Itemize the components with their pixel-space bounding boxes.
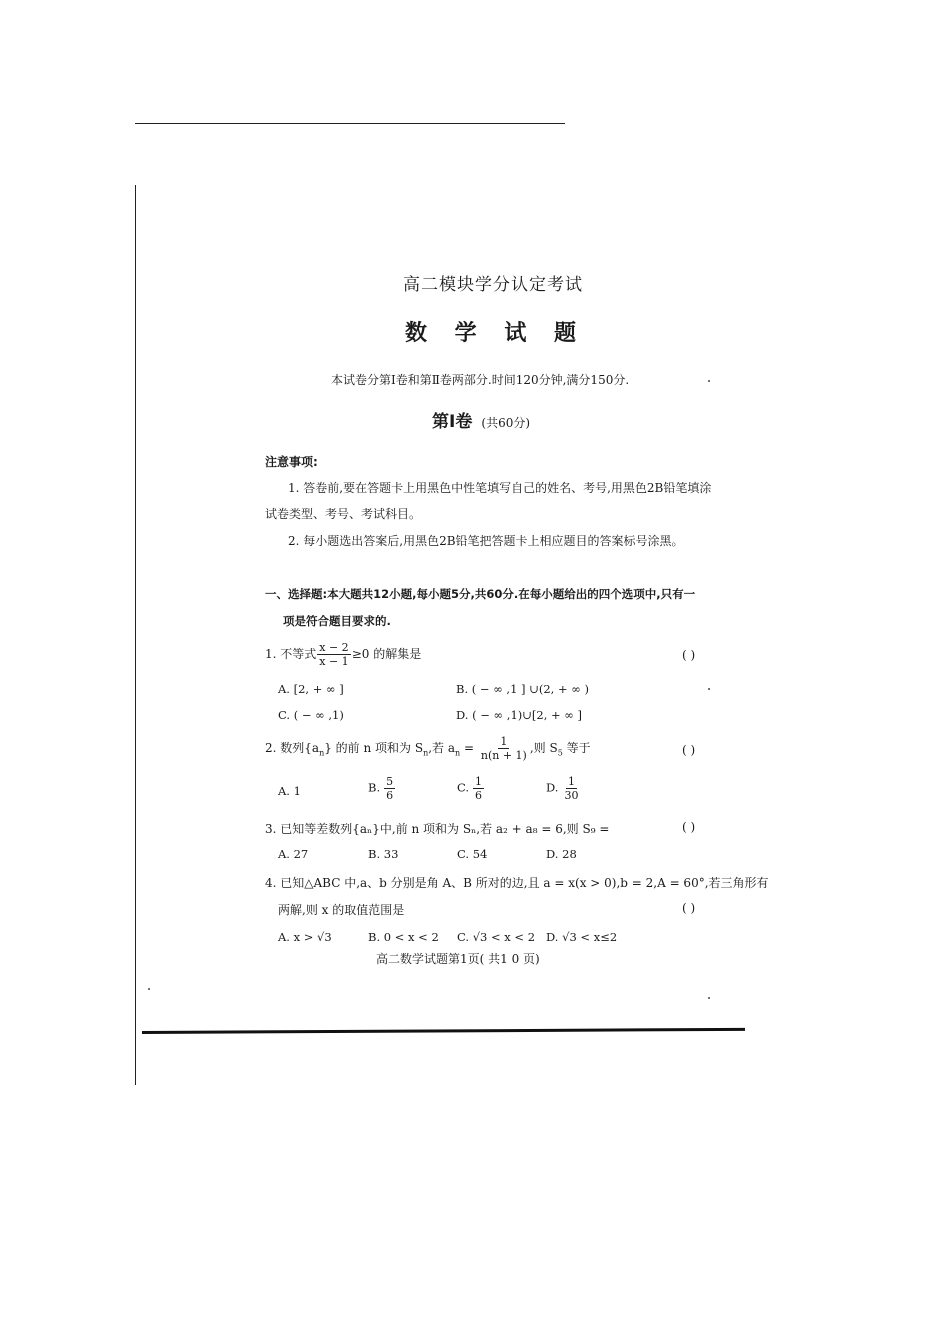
q1-option-b: B. ( − ∞ ,1 ] ∪(2, + ∞ )	[456, 682, 589, 696]
q4-option-c: C. √3 < x < 2	[457, 930, 536, 944]
subject-title: 数 学 试 题	[405, 321, 586, 346]
scan-speck	[708, 997, 710, 999]
q2-suffix2: 等于	[562, 741, 591, 755]
q3-option-b: B. 33	[368, 847, 399, 861]
q2-b-label: B.	[368, 780, 381, 795]
q2-answer-paren: ( )	[682, 743, 696, 757]
q2-sub: n	[423, 748, 429, 758]
q2-sub: 5	[557, 748, 563, 758]
question-1-stem	[265, 642, 421, 667]
q1-fraction	[317, 642, 350, 667]
q2-b-num: 5	[386, 775, 394, 788]
q2-c-fraction	[473, 776, 484, 801]
q2-c-num: 1	[475, 775, 483, 788]
q3-answer-paren: ( )	[682, 820, 696, 834]
q2-option-c	[457, 776, 485, 801]
section-1-heading: 一、选择题:本大题共12小题,每小题5分,共60分.在每小题给出的四个选项中,只有一	[265, 587, 696, 601]
q2-d-fraction	[562, 776, 580, 801]
scan-speck	[148, 988, 150, 990]
notice-item-1: 1. 答卷前,要在答题卡上用黑色中性笔填写自己的姓名、考号,用黑色2B铅笔填涂	[288, 481, 712, 495]
top-rule	[135, 123, 565, 124]
q3-option-c: C. 54	[457, 847, 488, 861]
q3-option-d: D. 28	[546, 847, 577, 861]
q4-option-a: A. x > √3	[278, 930, 332, 944]
scan-speck	[708, 380, 710, 382]
q2-suffix: ,则 S	[529, 741, 558, 755]
q2-d-den: 30	[564, 789, 579, 802]
q4-option-b: B. 0 < x < 2	[368, 930, 439, 944]
q2-frac-num: 1	[500, 735, 508, 748]
q2-sub: n	[455, 748, 461, 758]
q1-option-c: C. ( − ∞ ,1)	[278, 708, 344, 722]
q2-option-a: A. 1	[278, 784, 301, 798]
q2-d-label: D.	[546, 780, 559, 795]
section-1-heading-cont: 项是符合题目要求的.	[283, 614, 391, 628]
q1-prefix: 1. 不等式	[265, 647, 317, 661]
q4-answer-paren: ( )	[682, 901, 696, 915]
q4-option-d: D. √3 < x≤2	[546, 930, 618, 944]
question-3-stem: 3. 已知等差数列{aₙ}中,前 n 项和为 Sₙ,若 a₂ + a₈ = 6,则 S₉ =	[265, 822, 610, 836]
q3-option-a: A. 27	[278, 847, 309, 861]
question-4-stem: 4. 已知△ABC 中,a、b 分别是角 A、B 所对的边,且 a = x(x > 0),b = 2,A = 60°,若三角形有	[265, 876, 769, 890]
q2-mid2: ,若 a	[428, 741, 456, 755]
volume-score: (共60分)	[481, 416, 531, 430]
q1-frac-den: x − 1	[319, 655, 349, 668]
q1-suffix: ≥0 的解集是	[351, 647, 422, 661]
bottom-rule	[142, 1028, 745, 1034]
q1-option-d: D. ( − ∞ ,1)∪[2, + ∞ ]	[456, 708, 583, 722]
notice-heading: 注意事项:	[265, 455, 318, 469]
q2-fraction	[479, 736, 529, 761]
q2-mid: } 的前 n 项和为 S	[324, 741, 424, 755]
volume-title: 第Ⅰ卷	[432, 412, 473, 432]
notice-item-1-cont: 试卷类型、考号、考试科目。	[265, 507, 422, 521]
q2-b-fraction	[384, 776, 395, 801]
left-margin-rule	[135, 185, 136, 1085]
q2-d-num: 1	[567, 775, 575, 788]
q2-option-d	[546, 776, 581, 801]
q1-option-a: A. [2, + ∞ ]	[278, 682, 344, 696]
exam-intro: 本试卷分第Ⅰ卷和第Ⅱ卷两部分.时间120分钟,满分150分.	[331, 373, 630, 387]
question-4-stem-cont: 两解,则 x 的取值范围是	[278, 903, 405, 917]
q1-answer-paren: ( )	[682, 648, 696, 662]
notice-item-2: 2. 每小题选出答案后,用黑色2B铅笔把答题卡上相应题目的答案标号涂黑。	[288, 534, 684, 548]
volume-heading	[432, 407, 530, 432]
page-footer: 高二数学试题第1页( 共1 0 页)	[376, 952, 540, 966]
q2-b-den: 6	[386, 789, 394, 802]
scan-speck	[708, 688, 710, 690]
q2-frac-den: n(n + 1)	[480, 749, 527, 762]
question-2-stem	[265, 736, 591, 761]
q2-c-label: C.	[457, 780, 470, 795]
q2-option-b	[368, 776, 396, 801]
q2-eq: =	[460, 741, 478, 755]
q2-prefix: 2. 数列{a	[265, 741, 320, 755]
q2-c-den: 6	[475, 789, 483, 802]
q2-sub: n	[319, 748, 325, 758]
exam-name: 高二模块学分认定考试	[403, 275, 583, 295]
q1-frac-num: x − 2	[319, 641, 349, 654]
